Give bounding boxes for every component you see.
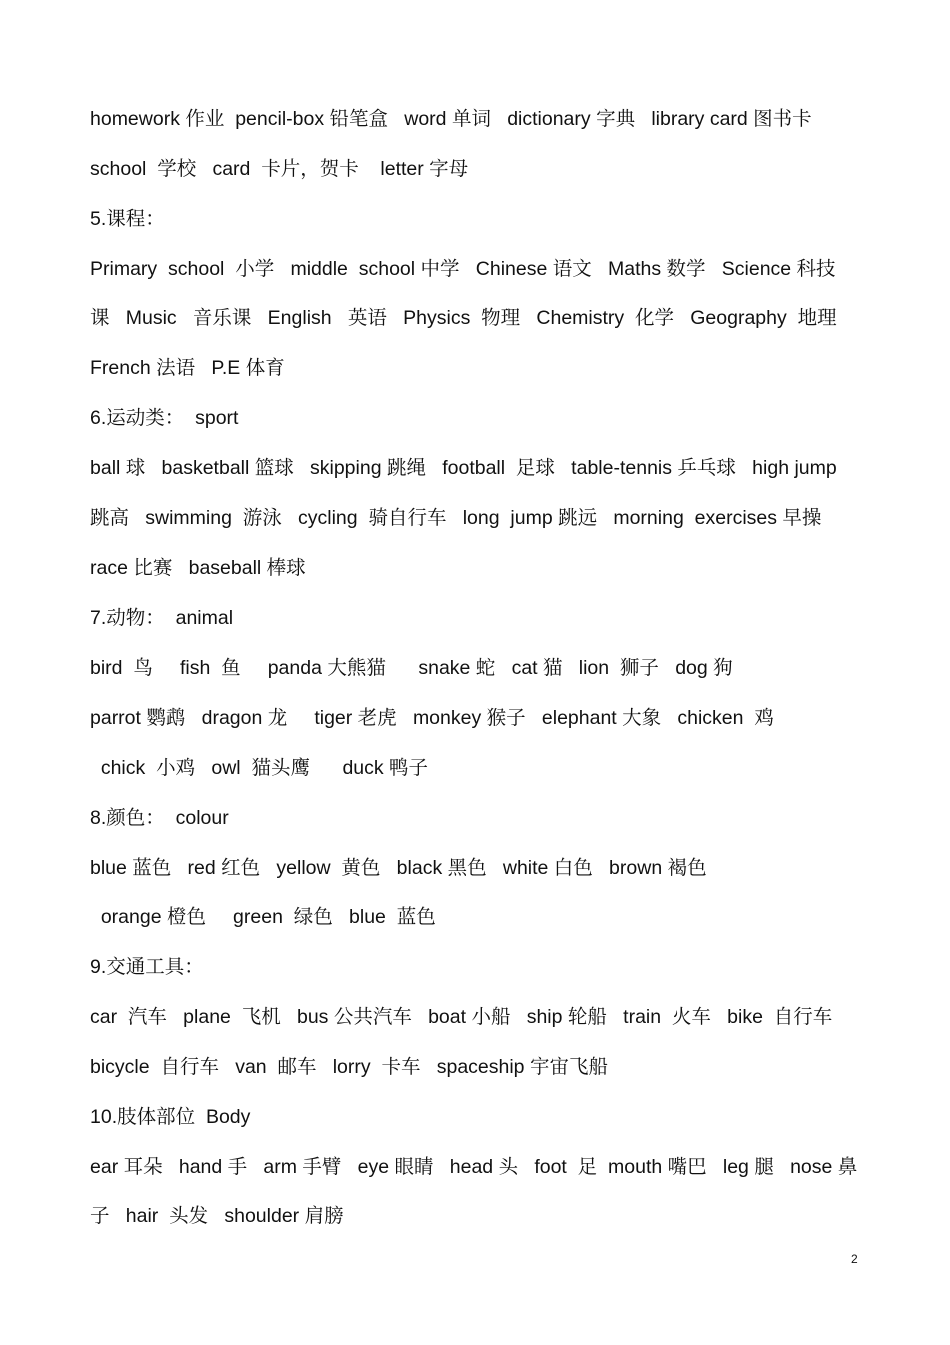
text-line-19: car 汽车 plane 飞机 bus 公共汽车 boat 小船 ship 轮船 train 火车 bike 自行车	[90, 1006, 833, 1028]
text-line-22: ear 耳朵 hand 手 arm 手臂 eye 眼睛 head 头 foot 足 mouth 嘴巴 leg 腿 nose 鼻	[90, 1156, 858, 1178]
text-line-17: orange 橙色 green 绿色 blue 蓝色	[90, 906, 436, 928]
text-line-6: French 法语 P.E 体育	[90, 357, 285, 379]
section-heading-colour: 8.颜色： colour	[90, 807, 229, 829]
text-line-9: 跳高 swimming 游泳 cycling 骑自行车 long jump 跳远 morning exercises 早操	[90, 507, 822, 529]
section-heading-body: 10.肢体部位 Body	[90, 1106, 251, 1128]
text-line-4: Primary school 小学 middle school 中学 Chinese 语文 Maths 数学 Science 科技	[90, 258, 836, 280]
text-line-2: school 学校 card 卡片，贺卡 letter 字母	[90, 158, 469, 180]
text-line-1: homework 作业 pencil-box 铅笔盒 word 单词 dictionary 字典 library card 图书卡	[90, 108, 812, 130]
section-heading-transport: 9.交通工具：	[90, 956, 204, 978]
section-heading-sport: 6.运动类： sport	[90, 407, 239, 429]
text-line-20: bicycle 自行车 van 邮车 lorry 卡车 spaceship 宇宙飞船	[90, 1056, 608, 1078]
text-line-10: race 比赛 baseball 棒球	[90, 557, 306, 579]
text-line-12: bird 鸟 fish 鱼 panda 大熊猫 snake 蛇 cat 猫 lion 狮子 dog 狗	[90, 657, 733, 679]
section-heading-animal: 7.动物： animal	[90, 607, 234, 629]
text-line-8: ball 球 basketball 篮球 skipping 跳绳 football 足球 table-tennis 乒乓球 high jump	[90, 457, 837, 479]
text-line-23: 子 hair 头发 shoulder 肩膀	[90, 1205, 344, 1227]
page-number: 2	[851, 1252, 858, 1266]
section-heading-courses: 5.课程：	[90, 208, 165, 230]
text-line-14: chick 小鸡 owl 猫头鹰 duck 鸭子	[90, 757, 429, 779]
text-line-13: parrot 鹦鹉 dragon 龙 tiger 老虎 monkey 猴子 elephant 大象 chicken 鸡	[90, 707, 774, 729]
text-line-16: blue 蓝色 red 红色 yellow 黄色 black 黑色 white 白色 brown 褐色	[90, 857, 707, 879]
text-line-5: 课 Music 音乐课 English 英语 Physics 物理 Chemistry 化学 Geography 地理	[90, 307, 837, 329]
